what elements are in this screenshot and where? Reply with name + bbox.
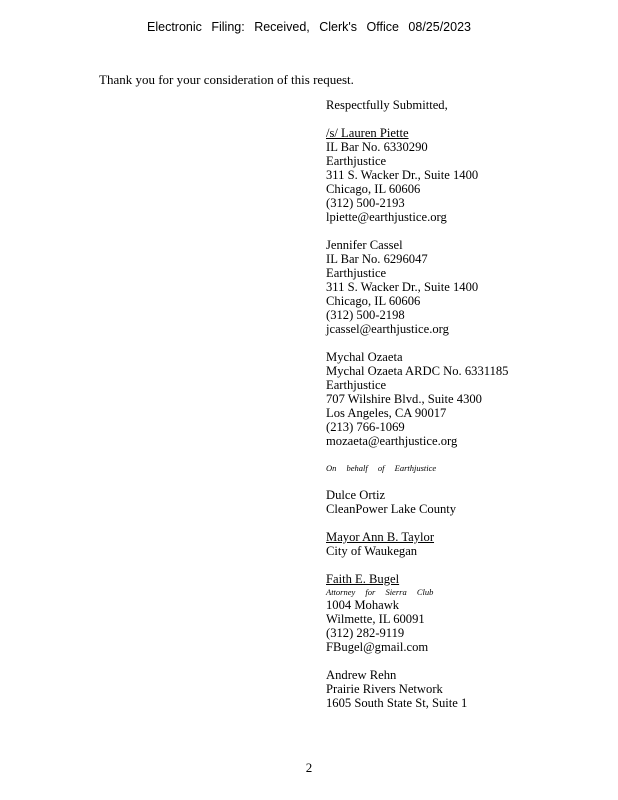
signature-line: (213) 766-1069 [326,420,405,434]
signature-line: (312) 500-2193 [326,196,405,210]
signature-line: CleanPower Lake County [326,502,457,516]
behalf-note: On behalf of Earthjustice [326,463,437,473]
signature-line: (312) 282-9119 [326,626,405,640]
signature-line: City of Waukegan [326,544,418,558]
signature-line: jcassel@earthjustice.org [326,322,449,336]
signature-line: IL Bar No. 6330290 [326,140,428,154]
attorney-signature-blocks [326,126,611,448]
signature-line: Mychal Ozaeta [326,350,403,364]
signature-line: Andrew Rehn [326,668,397,682]
signature-line: Los Angeles, CA 90017 [326,406,447,420]
signature-line: 1605 South State St, Suite 1 [326,696,468,710]
closing-sentence: Thank you for your consideration of this request. [99,72,354,87]
signature-line: lpiette@earthjustice.org [326,210,447,224]
signature-line: Earthjustice [326,378,387,392]
signature-line: 707 Wilshire Blvd., Suite 4300 [326,392,482,406]
signature-line: Chicago, IL 60606 [326,182,421,196]
party-signature-blocks [326,488,611,710]
signature-line: Jennifer Cassel [326,238,403,252]
signature-block [326,350,611,448]
signature-line: Faith E. Bugel [326,572,400,586]
signature-line: Earthjustice [326,154,387,168]
signature-line: 311 S. Wacker Dr., Suite 1400 [326,168,479,182]
signature-block [326,668,611,710]
signature-line: Mayor Ann B. Taylor [326,530,435,544]
signature-line: mozaeta@earthjustice.org [326,434,458,448]
signature-block [326,488,611,516]
page-number: 2 [305,760,313,775]
signature-line: 1004 Mohawk [326,598,400,612]
signature-line: Wilmette, IL 60091 [326,612,425,626]
signature-line: Prairie Rivers Network [326,682,443,696]
signature-line: FBugel@gmail.com [326,640,429,654]
signature-line: /s/ Lauren Piette [326,126,409,140]
signature-line: Earthjustice [326,266,387,280]
signature-role-line: Attorney for Sierra Club [326,587,434,597]
signature-section [326,98,611,710]
signature-line: Dulce Ortiz [326,488,386,502]
signature-line: IL Bar No. 6296047 [326,252,428,266]
efiling-header: Electronic Filing: Received, Clerk's Office 08/25/2023 [147,20,471,34]
signature-line: Mychal Ozaeta ARDC No. 6331185 [326,364,509,378]
signature-block [326,572,611,654]
closing-salutation: Respectfully Submitted, [326,98,448,112]
signature-line: (312) 500-2198 [326,308,405,322]
signature-block [326,126,611,224]
signature-block [326,238,611,336]
signature-block [326,530,611,558]
signature-line: 311 S. Wacker Dr., Suite 1400 [326,280,479,294]
signature-line: Chicago, IL 60606 [326,294,421,308]
